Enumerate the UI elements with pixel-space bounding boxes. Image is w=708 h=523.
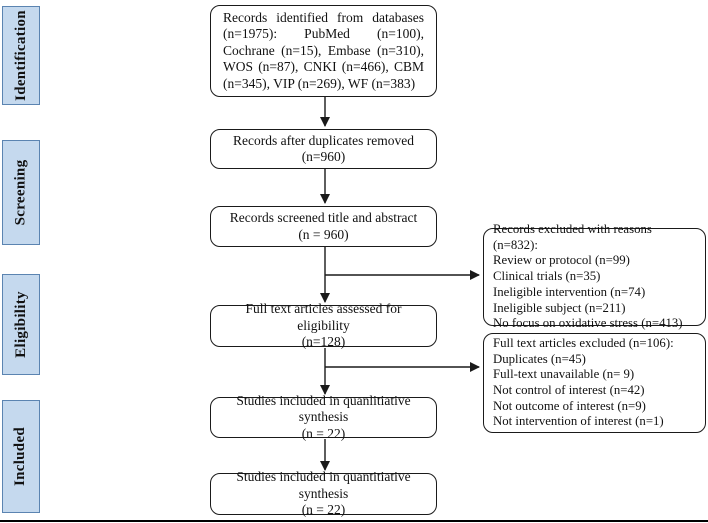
box-text-line: (n=1975): PubMed (n=100), [223, 26, 424, 42]
exclusion-line: Ineligible intervention (n=74) [493, 284, 646, 299]
box-count: (n=960) [301, 149, 346, 164]
exclusion-line: Not control of interest (n=42) [493, 383, 645, 397]
exclusion-line: Not intervention of interest (n=1) [493, 414, 664, 429]
exclusion-line: Not outcome of interest (n=9) [493, 398, 646, 413]
stage-included [2, 400, 40, 513]
exclusion-line: No focus on oxidative stress (n=413) [493, 316, 683, 331]
exclusion-line: Full-text unavailable (n= 9) [493, 367, 635, 382]
stage-label: Eligibility [12, 291, 29, 358]
box-text-line: Full text articles assessed for eligibility [245, 301, 402, 333]
stage-identification [2, 6, 40, 105]
box-qualitative-synthesis [210, 392, 437, 441]
box-count: (n=128) [301, 334, 346, 350]
box-count: (n = 22) [301, 425, 346, 441]
box-fulltext-excluded [483, 333, 706, 433]
exclusion-line: Full text articles excluded (n=106): [493, 335, 674, 350]
box-count: (n = 960) [298, 226, 349, 242]
box-fulltext-assessed [210, 301, 437, 350]
figure-bottom-rule [0, 520, 708, 522]
box-text-line: WOS (n=87), CNKI (n=466), CBM [223, 59, 424, 75]
stage-label: Included [12, 426, 29, 487]
exclusion-line: Review or protocol (n=99) [493, 253, 630, 268]
box-records-identified [210, 5, 437, 97]
box-text-line: Studies included in quantitiative synthesis [236, 469, 411, 501]
box-records-screened [210, 206, 437, 247]
stage-label: Screening [12, 159, 29, 226]
box-text-line: Cochrane (n=15), Embase (n=310), [223, 42, 424, 58]
exclusion-line: Clinical trials (n=35) [493, 269, 601, 284]
stage-eligibility [2, 274, 40, 375]
box-text-line: Records screened title and abstract [229, 210, 418, 226]
box-quantitative-synthesis [210, 469, 437, 518]
box-text-line: Records after duplicates removed [232, 132, 415, 148]
exclusion-line: Duplicates (n=45) [493, 351, 586, 366]
box-duplicates-removed [210, 129, 437, 169]
box-text-line: Records identified from databases [223, 9, 424, 25]
box-text-line: Studies included in quanlitiative synthesis [236, 392, 411, 425]
exclusion-line: Ineligible subject (n=211) [493, 300, 626, 315]
box-count: (n = 22) [301, 502, 346, 518]
box-text-line: (n=345), VIP (n=269), WF (n=383) [223, 75, 416, 91]
stage-label: Identification [12, 10, 29, 101]
box-records-excluded [483, 221, 706, 331]
exclusion-line: Records excluded with reasons (n=832): [493, 221, 652, 252]
stage-screening [2, 140, 40, 245]
